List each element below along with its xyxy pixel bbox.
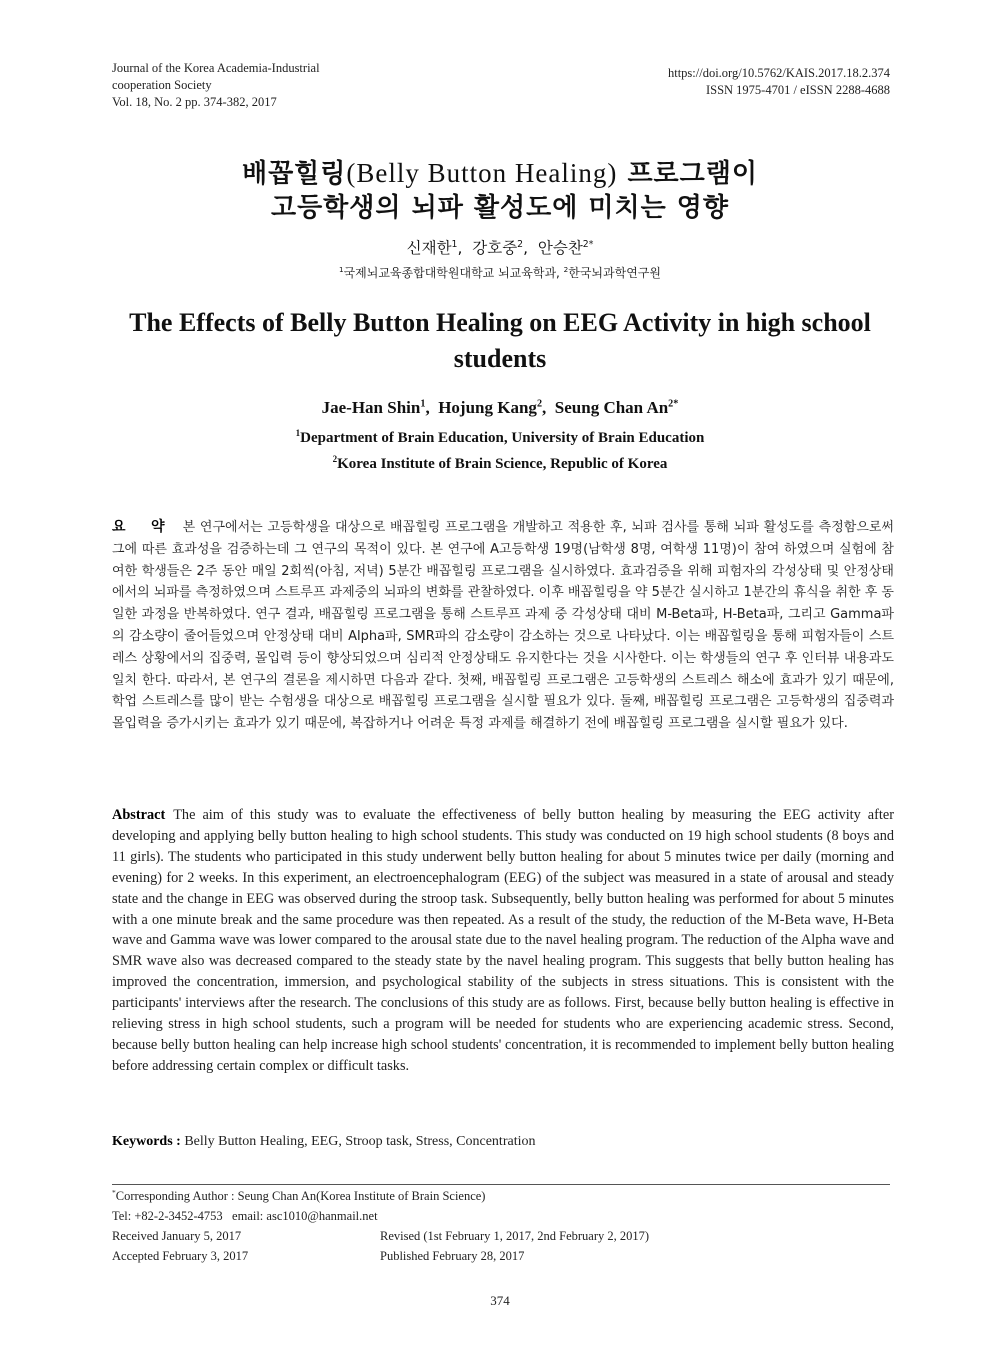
affil-sup: 2 <box>563 265 569 274</box>
english-authors: Jae-Han Shin$^1$, Hojung Kang$^2$, Seung Chan $An^{2*}$ <box>321 398 679 417</box>
korean-title-english-part: (Belly Button Healing) <box>346 158 618 188</box>
doi-header <box>668 65 890 99</box>
author-sup: 2* <box>668 398 679 410</box>
keywords-heading: Keywords <box>112 1134 173 1149</box>
korean-authors: 신재한$^1$, 강호중$^2$, 안승찬$^{2*}$ <box>406 238 594 257</box>
corresponding-author <box>112 1186 485 1206</box>
author-sup: 1 <box>451 238 458 250</box>
revised-date: Revised (1st February 1, 2017, 2nd February 2, 2017) <box>380 1229 650 1243</box>
corresponding-text: Corresponding Author : Seung Chan An(Korea Institute of Brain Science) <box>115 1189 486 1203</box>
korean-affiliation-1: 국제뇌교육종합대학원대학교 뇌교육학과, <box>343 266 564 280</box>
affil-text: Department of Brain Education, University of Brain Education <box>300 430 705 446</box>
journal-header <box>112 60 320 111</box>
affil-sup: 1 <box>338 265 344 274</box>
journal-name-line1: Journal of the Korea Academia-Industrial <box>112 61 320 75</box>
affil-sup: 2 <box>332 454 338 464</box>
author-sup: 2* <box>582 238 594 250</box>
english-abstract-heading: Abstract <box>112 807 166 823</box>
korean-abstract-body: 본 연구에서는 고등학생을 대상으로 배꼽힐링 프로그램을 개발하고 적용한 후, 뇌파 검사를 통해 뇌파 활성도를 측정함으로써 그에 따른 효과성을 검증하는데 그 연구의 목적이 있다. 본 연구에 A고등학생 19명(남학생 8명, 여학생 11명)이 참여 하였으며 실험에 참여한 학생들은 2주 동안 매일 2회씩(아침, 저녁) 5분간 배꼽힐링 프로그램을 실시하였다. 효과검증을 위해 피험자의 각성상태 및 안정상태에서의 뇌파를 측정하였으며 스트루프 과제중의 뇌파의 변화를 관찰하였다. 이후 배꼽힐링을 약 5분간 실시하고 1분간의 휴식을 취한 후 동일한 과정을 반복하였다. 연구 결과, 배꼽힐링 프로그램을 통해 스트루프 과제 중 각성상태 대비 M-Beta파, H-Beta파, 그리고 Gamma파의 감소량이 줄어들었으며 안정상태 대비 Alpha파, SMR파의 감소량이 감소하는 것으로 나타났다. 이는 배꼽힐링을 통해 피험자들이 스트레스 상황에서의 집중력, 몰입력 등이 향상되었으며 심리적 안정상태도 유지한다는 것을 시사한다. 이는 학생들의 연구 후 인터뷰 내용과도 일치 한다. 따라서, 본 연구의 결론을 제시하면 다음과 같다. 첫째, 배꼽힐링 프로그램은 고등학생의 스트레스 해소에 효과가 있기 때문에, 학업 스트레스를 많이 받는 수험생을 대상으로 배꼽힐링 프로그램을 실시할 필요가 있다. 둘째, 배꼽힐링 프로그램은 고등학생의 집중력과 몰입력을 증가시키는 효과가 있기 때문에, 복잡하거나 어려운 특정 과제를 해결하기 전에 배꼽힐링 프로그램을 실시할 필요가 있다. <box>112 520 894 732</box>
keywords <box>112 1134 535 1150</box>
page-number: 374 <box>490 1293 510 1308</box>
korean-title-prefix: 배꼽힐링 <box>241 159 347 189</box>
author-sup: 2 <box>517 238 524 250</box>
english-title: The Effects of Belly Button Healing on EEG Activity in high school students <box>129 308 871 373</box>
korean-abstract <box>112 517 894 735</box>
english-abstract <box>112 805 894 1077</box>
author-name: Hojung Kang <box>438 398 537 417</box>
contact-info: Tel: +82-2-3452-4753 email: asc1010@hanmail.net <box>112 1209 378 1223</box>
english-abstract-body: The aim of this study was to evaluate the effectiveness of belly button healing by measuring the EEG activity after developing and applying belly button healing to high school students. This study was conducted on 19 high school students (8 boys and 11 girls). The students who participated in this study underwent belly button healing for about 5 minutes twice per daily (morning and evening) for 2 weeks. In this experiment, an electroencephalogram (EEG) of the subject was measured in a state of arousal and steady state and the change in EEG was observed during the stroop task. Subsequently, belly button healing was performed for about 5 minutes with a one minute break and the same procedure was then repeated. As a result of the study, the reduction of the M-Beta wave, H-Beta wave and Gamma wave was lower compared to the arousal state due to the navel healing program. The reduction of the Alpha wave and SMR wave also was decreased compared to the steady state by the navel healing program. This suggests that belly button healing has improved the concentration, immersion, and psychological stability of the subjects in stress situations. This is consistent with the participants' interviews after the research. The conclusions of this study are as follows. First, because belly button healing is effective in relieving stress in high school students, such a program will be needed for students who are experiencing academic stress. Second, because belly button healing can help increase high school students' concentration, it is recommended to implement belly button healing before addressing certain complex or difficult tasks. <box>112 807 894 1074</box>
author-name: 안승찬 <box>537 239 583 257</box>
accepted-date: Accepted February 3, 2017 <box>112 1249 249 1263</box>
english-affiliation-2 <box>0 456 1000 473</box>
keywords-list: Belly Button Healing, EEG, Stroop task, Stress, Concentration <box>184 1134 536 1149</box>
issn: ISSN 1975-4701 / eISSN 2288-4688 <box>705 83 890 97</box>
doi-link[interactable]: https://doi.org/10.5762/KAIS.2017.18.2.374 <box>667 66 890 80</box>
corresponding-sup: * <box>112 1187 116 1197</box>
footnote-right <box>380 1226 649 1266</box>
korean-affiliation-2: 한국뇌과학연구원 <box>568 266 661 280</box>
footnote-divider <box>112 1184 890 1185</box>
author-sup: 2 <box>536 398 543 410</box>
korean-title-line1 <box>0 156 1000 191</box>
korean-abstract-heading: 요 약 <box>112 519 175 535</box>
author-name: Jae-Han Shin <box>321 398 421 417</box>
author-name: 강호중 <box>472 239 518 257</box>
english-affiliation-1 <box>0 430 1000 447</box>
affil-text: Korea Institute of Brain Science, Republic of Korea <box>337 456 668 472</box>
author-name: Seung Chan An <box>554 398 669 417</box>
affil-sup: 1 <box>295 428 301 438</box>
published-date: Published February 28, 2017 <box>380 1249 525 1263</box>
journal-name-line2: cooperation Society <box>112 78 212 92</box>
korean-title-suffix: 프로그램이 <box>617 159 759 189</box>
keywords-separator: : <box>172 1134 185 1149</box>
korean-title-line2: 고등학생의 뇌파 활성도에 미치는 영향 <box>270 193 730 223</box>
author-sup: 1 <box>420 398 426 410</box>
journal-volume: Vol. 18, No. 2 pp. 374-382, 2017 <box>112 95 277 109</box>
author-name: 신재한 <box>406 239 452 257</box>
korean-title <box>0 156 1000 225</box>
korean-affiliations <box>0 264 1000 281</box>
received-date: Received January 5, 2017 <box>112 1229 242 1243</box>
